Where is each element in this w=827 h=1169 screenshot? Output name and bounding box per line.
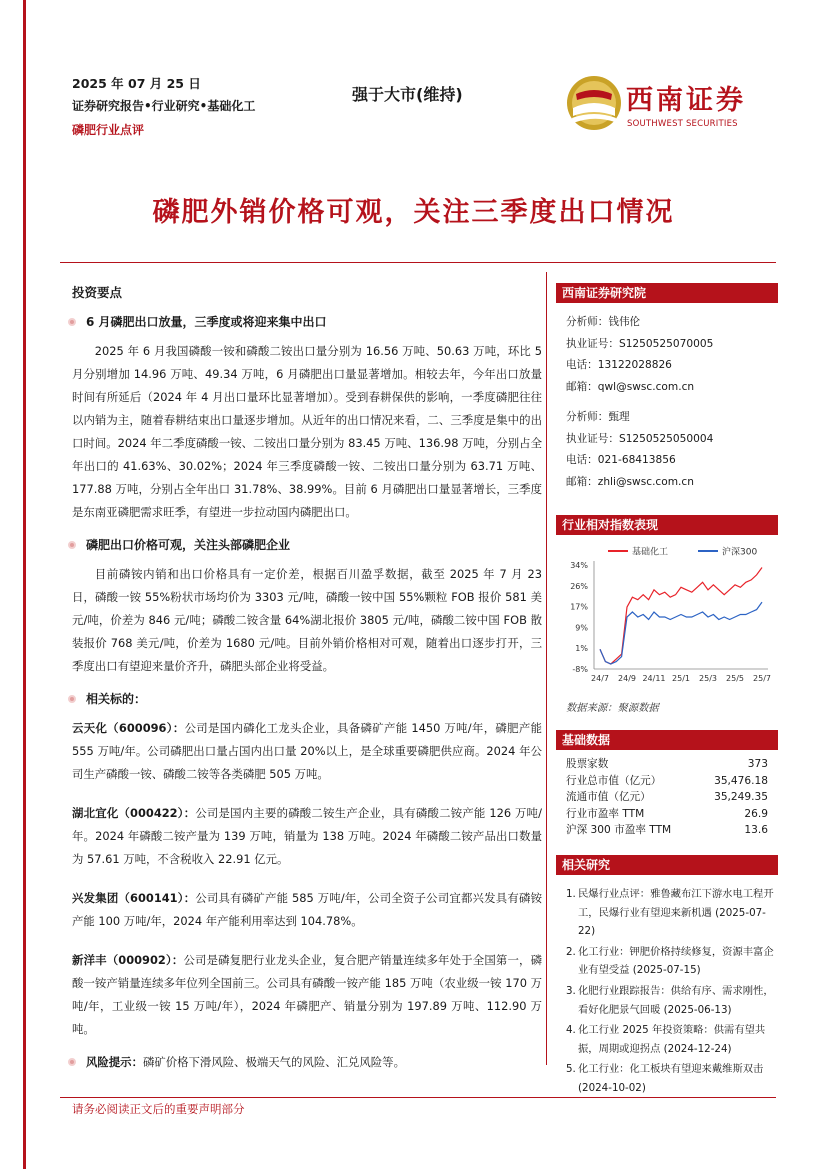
- basic-data-row: [566, 773, 778, 790]
- y-tick-label: 9%: [575, 623, 588, 633]
- company-description: 公司是国内磷化工龙头企业，具备磷矿产能 1450 万吨/年，磷肥产能 555 万吨/年。公司磷肥出口量占国内出口量 20%以上，是全球重要磷肥供应商。2024 年公司生产磷酸一铵、磷酸二铵等各类磷肥 505 万吨。: [72, 721, 542, 781]
- report-date: 2025 年 07 月 25 日: [72, 76, 201, 91]
- company-name: 兴发集团（600141）：: [72, 891, 196, 905]
- chart-svg: [556, 541, 778, 689]
- item-text: 化肥行业跟踪报告：供给有序、需求刚性，看好化肥景气回暖 (2025-06-13): [578, 984, 774, 1016]
- bullet-dot-icon: [68, 1058, 76, 1066]
- report-type: 证券研究报告•行业研究•基础化工: [72, 99, 256, 113]
- data-source: 数据来源：聚源数据: [566, 702, 659, 714]
- y-tick-label: -8%: [572, 665, 588, 674]
- analyst-license: 执业证号：S1250525050004: [566, 432, 714, 445]
- footer-disclaimer: 请务必阅读正文后的重要声明部分: [72, 1102, 245, 1116]
- company-name: 新洋丰（000902）：: [72, 953, 184, 967]
- bullet-heading-text: 磷肥出口价格可观，关注头部磷肥企业: [86, 538, 291, 552]
- basic-data-label: 流通市值（亿元）: [566, 791, 651, 804]
- sidebar: [556, 283, 778, 1100]
- company-name: 云天化（600096）：: [72, 721, 185, 735]
- risk-label: 风险提示：: [86, 1055, 143, 1069]
- section-title: 投资要点: [72, 285, 123, 300]
- institute-header: 西南证券研究院: [556, 283, 778, 303]
- bullet-heading-text: 相关标的：: [86, 692, 147, 706]
- item-text: 化工行业：钾肥价格持续修复，资源丰富企业有望受益 (2025-07-15): [578, 945, 774, 977]
- legend-label: 基础化工: [632, 547, 669, 558]
- company-name: 湖北宜化（000422）：: [72, 806, 196, 820]
- analyst-phone: 电话：021-68413856: [566, 454, 676, 466]
- column-divider: [546, 272, 547, 1065]
- x-tick-label: 24/11: [642, 674, 666, 683]
- x-tick-label: 25/3: [699, 674, 717, 683]
- basic-data-row: [566, 789, 778, 806]
- basic-data-row: [566, 822, 778, 839]
- y-tick-label: 1%: [575, 644, 588, 654]
- basic-data-label: 行业总市值（亿元）: [566, 774, 662, 787]
- index-chart-header: 行业相对指数表现: [556, 515, 778, 535]
- item-text: 民爆行业点评：雅鲁藏布江下游水电工程开工，民爆行业有望迎来新机遇 (2025-07-22): [578, 887, 774, 938]
- bullet-heading-text: 6 月磷肥出口放量，三季度或将迎来集中出口: [86, 315, 327, 329]
- company-description: 公司具有磷矿产能 585 万吨/年，公司全资子公司宜都兴发具有磷铵产能 100 万吨/年，2024 年产能利用率达到 104.78%。: [72, 891, 542, 928]
- bullet-dot-icon: [68, 318, 76, 326]
- footer-divider: [60, 1097, 776, 1098]
- x-tick-label: 25/7: [753, 674, 771, 683]
- report-title: 磷肥外销价格可观，关注三季度出口情况: [152, 197, 675, 228]
- related-research-item[interactable]: [566, 1021, 778, 1058]
- basic-data-label: 沪深 300 市盈率 TTM: [566, 824, 672, 837]
- series-line: [600, 602, 762, 664]
- analyst-name: 分析师：钱伟伦: [566, 316, 641, 328]
- related-research-item[interactable]: [566, 943, 778, 980]
- basic-data-row: [566, 806, 778, 823]
- title-divider: [60, 262, 776, 263]
- item-number: 4.: [566, 1024, 576, 1037]
- analyst-email[interactable]: 邮箱：zhli@swsc.com.cn: [566, 475, 694, 488]
- rating: 强于大市(维持): [352, 85, 463, 104]
- logo-english-name: SOUTHWEST SECURITIES: [627, 119, 738, 129]
- paragraph-export-price: 目前磷铵内销和出口价格具有一定价差，根据百川盈孚数据，截至 2025 年 7 月 23 日，磷酸一铵 55%粉状市场均价为 3303 元/吨，磷酸一铵中国 55%颗粒 FOB 报价 581 美元/吨，价差为 846 元/吨；磷酸二铵含量 64%湖北报价 3805 元/吨，磷酸二铵中国 FOB 散装报价 768 美元/吨，价差为 1680 元/吨。目前外销价格相对可观，随着出口逐步打开，三季度出口有望迎来量价齐升，磷肥头部企业将受益。: [72, 567, 542, 673]
- basic-data-table: [556, 756, 778, 839]
- paragraph-export-volume: 2025 年 6 月我国磷酸一铵和磷酸二铵出口量分别为 16.56 万吨、50.63 万吨，环比 5 月分别增加 14.96 万吨、49.34 万吨，6 月磷肥出口量显著增加。相较去年，今年出口放量时间有所延后（2024 年 4 月出口量环比显著增加）。受到春耕保供的影响，一季度磷肥往往以内销为主，随着春耕结束出口量逐步增加。从近年的出口情况来看，二、三季度是集中的出口时间。2024 年二季度磷酸一铵、二铵出口量分别为 83.45 万吨、136.98 万吨，分别占全年出口的 41.63%、30.02%；2024 年三季度磷酸一铵、二铵出口量分别为 63.71 万吨、177.88 万吨，分别占全年出口 31.78%、38.99%。目前 6 月磷肥出口量显著增长，三季度是东南亚磷肥需求旺季，有望进一步拉动国内磷肥出口。: [72, 344, 542, 519]
- related-research-item[interactable]: [566, 885, 778, 941]
- basic-data-value: 35,476.18: [714, 774, 768, 787]
- related-research-item[interactable]: [566, 982, 778, 1019]
- bullet-dot-icon: [68, 541, 76, 549]
- company-xinyangfeng: [72, 949, 542, 1041]
- item-number: 1.: [566, 887, 576, 900]
- logo-emblem-icon: [566, 72, 622, 134]
- basic-data-label: 行业市盈率 TTM: [566, 807, 645, 820]
- basic-data-header: 基础数据: [556, 730, 778, 750]
- left-accent-bar: [23, 0, 26, 1169]
- analyst-license: 执业证号：S1250525070005: [566, 337, 714, 350]
- analyst-name: 分析师：甄理: [566, 411, 630, 423]
- company-xingfa: [72, 887, 542, 933]
- item-number: 2.: [566, 945, 576, 958]
- x-tick-label: 25/1: [672, 674, 690, 683]
- y-tick-label: 17%: [570, 602, 588, 612]
- company-yuntianhua: [72, 717, 542, 786]
- related-research-header: 相关研究: [556, 855, 778, 875]
- legend-label: 沪深300: [722, 547, 758, 558]
- analyst-block: [556, 312, 778, 493]
- item-text: 化工行业 2025 年投资策略：供需有望共振，周期或迎拐点 (2024-12-24): [578, 1024, 766, 1055]
- y-tick-label: 26%: [570, 581, 588, 591]
- bullet-heading-2: [68, 536, 542, 553]
- company-description: 公司是磷复肥行业龙头企业，复合肥产销量连续多年处于全国第一，磷酸一铵产销量连续多年位列全国前三。公司具有磷酸一铵产能 185 万吨（农业级一铵 170 万吨/年，工业级一铵 15 万吨/年），2024 年磷肥产、销量分别为 197.89 万吨、112.90 万吨。: [72, 953, 542, 1036]
- related-research-item[interactable]: [566, 1060, 778, 1097]
- bullet-heading-1: [68, 313, 542, 330]
- risk-warning: [68, 1051, 542, 1074]
- basic-data-label: 股票家数: [566, 758, 609, 770]
- company-description: 公司是国内主要的磷酸二铵生产企业，具有磷酸二铵产能 126 万吨/年。2024 年磷酸二铵产量为 139 万吨，销量为 138 万吨。2024 年磷酸二铵产品出口数量为 57.61 万吨，不含税收入 22.91 亿元。: [72, 806, 542, 866]
- x-tick-label: 24/7: [591, 674, 609, 683]
- x-tick-label: 24/9: [618, 674, 636, 683]
- investment-highlights: [72, 283, 542, 1074]
- bullet-dot-icon: [68, 695, 76, 703]
- basic-data-value: 373: [747, 758, 768, 770]
- basic-data-value: 13.6: [744, 824, 768, 837]
- item-number: 5.: [566, 1063, 576, 1076]
- basic-data-value: 35,249.35: [714, 791, 768, 804]
- y-tick-label: 34%: [570, 561, 588, 570]
- risk-text: 磷矿价格下滑风险、极端天气的风险、汇兑风险等。: [142, 1055, 405, 1069]
- basic-data-row: [566, 756, 778, 773]
- relative-index-chart: [556, 541, 778, 693]
- related-research-list: [556, 885, 778, 1098]
- analyst-phone: 电话：13122028826: [566, 359, 672, 371]
- report-subtype: 磷肥行业点评: [72, 123, 145, 137]
- item-number: 3.: [566, 984, 576, 997]
- company-logo: [566, 70, 771, 140]
- analyst-email[interactable]: 邮箱：qwl@swsc.com.cn: [566, 380, 695, 393]
- item-text: 化工行业：化工板块有望迎来戴维斯双击 (2024-10-02): [578, 1063, 764, 1094]
- basic-data-value: 26.9: [744, 807, 768, 820]
- bullet-heading-3: [68, 690, 542, 707]
- x-tick-label: 25/5: [726, 674, 744, 683]
- logo-chinese-name: 西南证券: [626, 85, 746, 116]
- company-hubei-yihua: [72, 802, 542, 871]
